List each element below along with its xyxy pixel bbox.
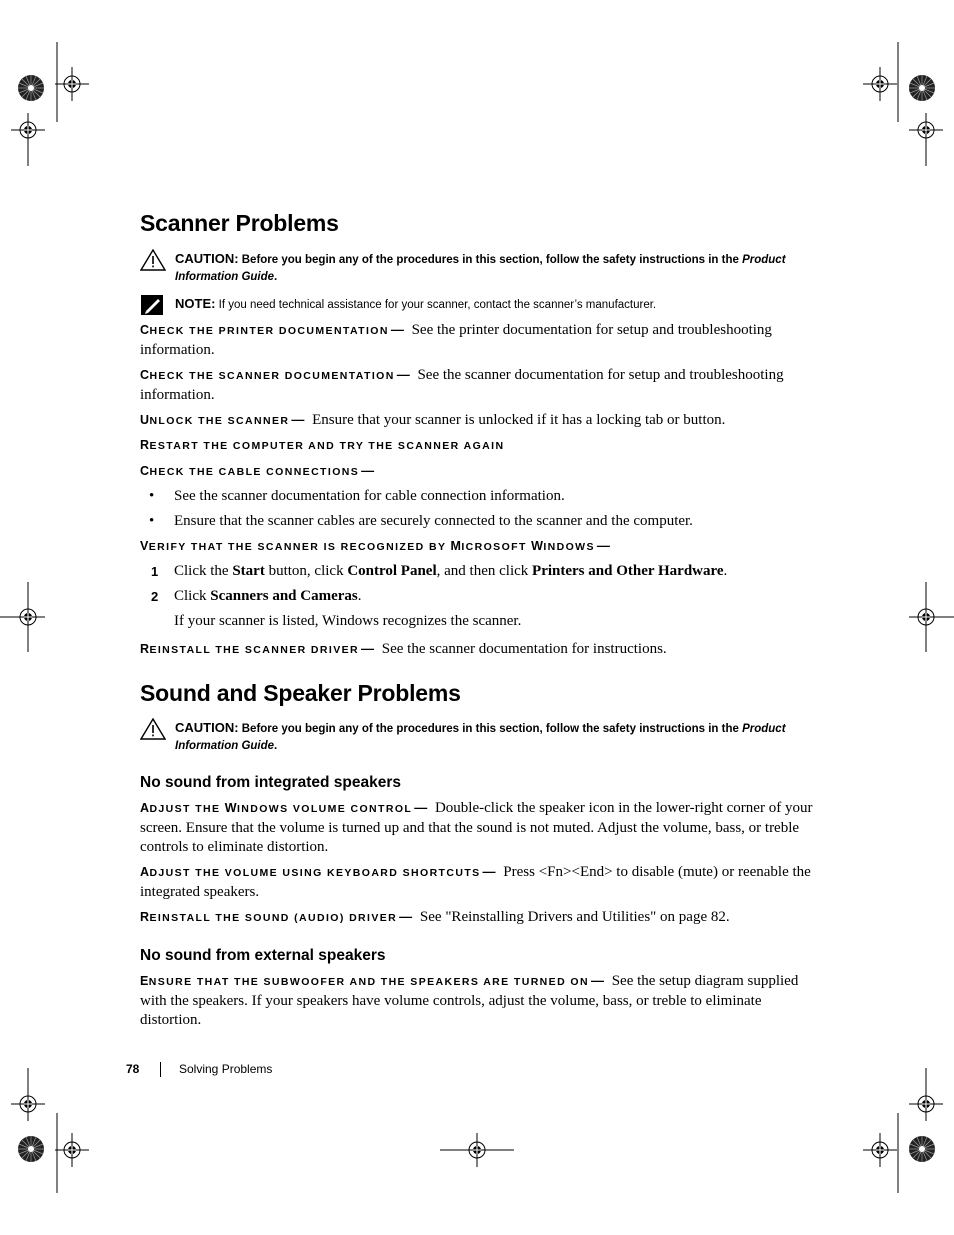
sound-section-title: Sound and Speaker Problems (140, 680, 461, 706)
step-result: If your scanner is listed, Windows recognizes the scanner. (174, 613, 522, 629)
item-text: See the scanner documentation for instructions. (381, 641, 667, 657)
item-text: Double-click the speaker icon in the lower-right corner of your screen. Ensure that the volume is turned up and that the sound is not muted. Adjust the volume, bass, or treble controls to eliminate distortion. (140, 800, 813, 855)
item-check-cables: CHECK THE CABLE CONNECTIONS — (140, 463, 375, 478)
item-text: See the printer documentation for setup and troubleshooting information. (140, 322, 772, 358)
item-heading: RESTART THE COMPUTER AND TRY THE SCANNER AGAIN (140, 438, 505, 452)
item-reinstall-scanner-driver: REINSTALL THE SCANNER DRIVER — See the scanner documentation for instructions. (140, 641, 667, 657)
item-text: See the setup diagram supplied with the speakers. If your speakers have volume controls, adjust the volume, bass, or treble to eliminate distortion. (140, 973, 799, 1028)
item-check-scanner-doc: CHECK THE SCANNER DOCUMENTATION — See the scanner documentation for setup and troubleshooting information. (140, 367, 784, 403)
caution-guide: Product Information Guide (175, 723, 786, 752)
caution-label: CAUTION: (175, 251, 239, 266)
step-1: 1 Click the Start button, click Control Panel, and then click Printers and Other Hardware. (151, 563, 728, 579)
footer-divider (160, 1062, 161, 1077)
step-2: 2 Click Scanners and Cameras. (151, 588, 362, 604)
item-adjust-keyboard-volume: ADJUST THE VOLUME USING KEYBOARD SHORTCUTS — Press <Fn><End> to disable (mute) or reenable the integrated speakers. (140, 864, 811, 900)
scanner-section-title: Scanner Problems (140, 210, 339, 236)
item-heading: VERIFY THAT THE SCANNER IS RECOGNIZED BY MICROSOFT WINDOWS (140, 539, 595, 553)
item-heading: CHECK THE PRINTER DOCUMENTATION (140, 323, 389, 337)
item-text: Press <Fn><End> to disable (mute) or reenable the integrated speakers. (140, 864, 811, 900)
caution-guide: Product Information Guide (175, 254, 786, 283)
caution-triangle-icon (140, 718, 166, 740)
footer-section: Solving Problems (179, 1062, 273, 1076)
item-heading: REINSTALL THE SOUND (AUDIO) DRIVER (140, 910, 398, 924)
item-heading: CHECK THE SCANNER DOCUMENTATION (140, 368, 395, 382)
item-heading: ADJUST THE WINDOWS VOLUME CONTROL (140, 801, 413, 815)
item-check-printer-doc: CHECK THE PRINTER DOCUMENTATION — See the printer documentation for setup and troubleshooting information. (140, 322, 772, 358)
item-adjust-windows-volume: ADJUST THE WINDOWS VOLUME CONTROL — Double-click the speaker icon in the lower-right corner of your screen. Ensure that the volume is turned up and that the sound is not muted. Adjust the volume, bass, or treble controls to eliminate distortion. (140, 800, 813, 855)
page-content (140, 210, 815, 1030)
item-heading: UNLOCK THE SCANNER (140, 413, 290, 427)
note-pencil-icon (140, 294, 166, 316)
item-reinstall-sound-driver: REINSTALL THE SOUND (AUDIO) DRIVER — See "Reinstalling Drivers and Utilities" on page 82. (140, 909, 730, 925)
item-text: See the scanner documentation for setup and troubleshooting information. (140, 367, 784, 403)
item-text: See "Reinstalling Drivers and Utilities" on page 82. (419, 909, 730, 925)
list-item: • Ensure that the scanner cables are securely connected to the scanner and the computer. (149, 513, 693, 529)
item-restart-computer (140, 436, 815, 456)
page-number: 78 (126, 1062, 140, 1076)
item-unlock-scanner: UNLOCK THE SCANNER — Ensure that your scanner is unlocked if it has a locking tab or button. (140, 412, 726, 428)
item-heading: REINSTALL THE SCANNER DRIVER (140, 642, 359, 656)
page-footer (126, 1062, 273, 1076)
item-verify-windows: VERIFY THAT THE SCANNER IS RECOGNIZED BY MICROSOFT WINDOWS — (140, 538, 610, 553)
caution-label: CAUTION: (175, 720, 239, 735)
item-text: Ensure that your scanner is unlocked if it has a locking tab or button. (312, 412, 726, 428)
scanner-caution: CAUTION: Before you begin any of the procedures in this section, follow the safety instructions in the Product Information Guide. (140, 250, 815, 286)
subsection-integrated-speakers: No sound from integrated speakers (140, 774, 401, 791)
sound-caution: CAUTION: Before you begin any of the procedures in this section, follow the safety instructions in the Product Information Guide. (140, 719, 815, 755)
subsection-external-speakers: No sound from external speakers (140, 947, 386, 964)
item-ensure-speakers-on: ENSURE THAT THE SUBWOOFER AND THE SPEAKERS ARE TURNED ON — See the setup diagram supplied with the speakers. If your speakers have volume controls, adjust the volume, bass, or treble to eliminate distortion. (140, 973, 799, 1028)
note-text: If you need technical assistance for your scanner, contact the scanner’s manufacturer. (218, 299, 657, 311)
scanner-note (140, 295, 815, 314)
item-heading: ENSURE THAT THE SUBWOOFER AND THE SPEAKERS ARE TURNED ON (140, 974, 589, 988)
item-heading: CHECK THE CABLE CONNECTIONS (140, 464, 360, 478)
caution-text: Before you begin any of the procedures in this section, follow the safety instructions in the (241, 723, 743, 735)
caution-text: Before you begin any of the procedures in this section, follow the safety instructions in the (241, 254, 743, 266)
item-heading: ADJUST THE VOLUME USING KEYBOARD SHORTCUTS (140, 865, 481, 879)
note-label: NOTE: (175, 296, 216, 311)
list-item: • See the scanner documentation for cable connection information. (149, 488, 565, 504)
caution-triangle-icon (140, 249, 166, 271)
